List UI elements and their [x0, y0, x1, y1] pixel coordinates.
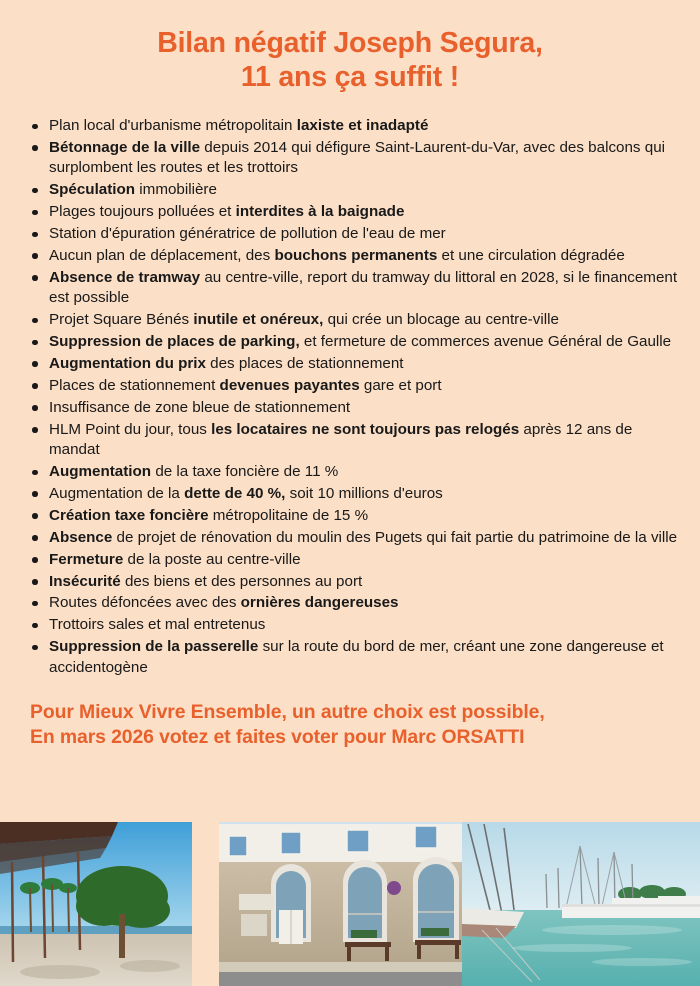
- grievance-text: immobilière: [135, 181, 217, 199]
- grievance-emphasis: Absence de tramway: [49, 268, 201, 286]
- grievance-item: [30, 528, 678, 548]
- grievance-text: métropolitaine de 15 %: [208, 506, 369, 524]
- grievance-emphasis: Suppression de la passerelle: [49, 638, 259, 656]
- photo-gap: [192, 822, 219, 986]
- page-title-line-2: 11 ans ça suffit !: [240, 61, 460, 93]
- grievance-emphasis: Augmentation du prix: [49, 354, 206, 372]
- grievance-item: [30, 376, 678, 396]
- grievance-item: [30, 637, 678, 678]
- call-to-action: [0, 680, 700, 750]
- grievance-emphasis: ornières dangereuses: [240, 594, 399, 612]
- grievance-text: des places de stationnement: [205, 354, 404, 372]
- grievance-text: et fermeture de commerces avenue Général de Gaulle: [299, 333, 672, 351]
- grievance-text: soit 10 millions d'euros: [285, 484, 443, 502]
- grievance-text: HLM Point du jour, tous: [49, 420, 212, 438]
- grievance-item: [30, 615, 678, 635]
- page-title-line-1: Bilan négatif Joseph Segura,: [157, 27, 543, 59]
- marina-photo: [462, 822, 700, 986]
- grievance-item: [30, 224, 678, 244]
- grievance-text: Places de stationnement: [49, 376, 220, 394]
- grievance-emphasis: Augmentation: [49, 463, 152, 480]
- grievance-emphasis: inutile et onéreux,: [193, 311, 324, 329]
- photo-strip: [0, 822, 700, 986]
- grievance-text: qui crée un blocage au centre-ville: [323, 311, 559, 329]
- grievance-emphasis: Création taxe foncière: [49, 506, 209, 524]
- grievance-emphasis: Spéculation: [49, 181, 136, 199]
- grievance-item: [30, 420, 678, 461]
- grievance-emphasis: dette de 40 %,: [184, 484, 286, 502]
- grievance-item: [30, 202, 678, 222]
- grievance-emphasis: laxiste et inadapté: [296, 117, 429, 134]
- grievance-text: Projet Square Bénés: [49, 311, 194, 329]
- grievance-item: [30, 462, 678, 482]
- grievance-item: [30, 398, 678, 418]
- grievance-emphasis: Bétonnage de la ville: [49, 138, 201, 156]
- grievance-text: après 12 ans de mandat: [49, 420, 633, 459]
- cta-line-1: Pour Mieux Vivre Ensemble, un autre choix est possible,: [30, 700, 545, 723]
- grievance-item: [30, 506, 678, 526]
- grievance-text: au centre-ville, report du tramway du littoral en 2028, si le financement est possible: [49, 268, 678, 307]
- beach-promenade-photo: [0, 822, 192, 986]
- grievance-emphasis: Suppression de places de parking,: [49, 333, 300, 351]
- grievance-text: de projet de rénovation du moulin des Pugets qui fait partie du patrimoine de la ville: [112, 528, 678, 546]
- title-block: [0, 0, 700, 94]
- grievance-emphasis: Insécurité: [49, 572, 121, 590]
- grievance-emphasis: interdites à la baignade: [235, 203, 405, 221]
- grievance-emphasis: bouchons permanents: [274, 246, 438, 264]
- grievance-item: [30, 332, 678, 352]
- grievance-text: des biens et des personnes au port: [120, 572, 363, 590]
- grievance-text: Plan local d'urbanisme métropolitain: [49, 117, 297, 134]
- cta-line-2: En mars 2026 votez et faites voter pour Marc ORSATTI: [30, 725, 525, 748]
- grievance-text: Insuffisance de zone bleue de stationnement: [49, 398, 351, 416]
- grievance-item: [30, 246, 678, 266]
- grievance-text: Trottoirs sales et mal entretenus: [49, 616, 266, 634]
- grievance-item: [30, 268, 678, 309]
- grievance-emphasis: Absence: [49, 528, 113, 546]
- grievance-item: [30, 572, 678, 592]
- grievance-text: Station d'épuration génératrice de pollution de l'eau de mer: [49, 225, 446, 243]
- grievance-item: [30, 180, 678, 200]
- grievance-item: [30, 138, 678, 179]
- grievance-emphasis: Fermeture: [49, 550, 124, 568]
- grievance-text: depuis 2014 qui défigure Saint-Laurent-du-Var, avec des balcons qui surplombent les routes et les trottoirs: [49, 138, 666, 177]
- grievance-text: Aucun plan de déplacement, des: [49, 246, 275, 264]
- grievance-text: de la poste au centre-ville: [123, 550, 301, 568]
- grievance-text: gare et port: [359, 376, 442, 394]
- grievance-text: et une circulation dégradée: [437, 246, 625, 264]
- grievance-item: [30, 116, 678, 136]
- grievance-list: [0, 116, 700, 680]
- grievance-text: Plages toujours polluées et: [49, 203, 236, 221]
- grievance-text: Routes défoncées avec des: [49, 594, 241, 612]
- grievance-item: [30, 310, 678, 330]
- grievance-text: Augmentation de la: [49, 484, 185, 502]
- grievance-item: [30, 593, 678, 613]
- grievance-emphasis: les locataires ne sont toujours pas relogés: [211, 420, 520, 438]
- grievance-item: [30, 550, 678, 570]
- grievance-emphasis: devenues payantes: [219, 376, 360, 394]
- grievance-item: [30, 354, 678, 374]
- grievance-text: de la taxe foncière de 11 %: [151, 463, 339, 480]
- grievance-text: sur la route du bord de mer, créant une zone dangereuse et accidentogène: [49, 638, 664, 676]
- stone-building-photo: [219, 822, 462, 986]
- grievance-item: [30, 484, 678, 504]
